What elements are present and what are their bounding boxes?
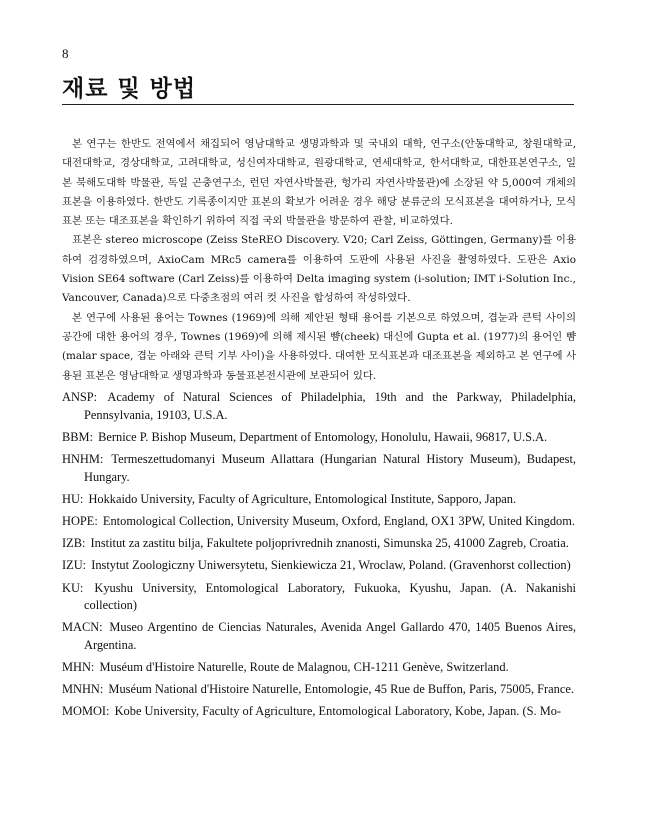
abbreviation-text: Bernice P. Bishop Museum, Department of Entomology, Honolulu, Hawaii, 96817, U.S.A. [98,429,548,444]
abbreviation-code: IZB: [62,536,86,551]
abbreviation-entry-ku [62,580,576,615]
abbreviation-entry-mnhn [62,681,576,699]
abbreviation-entry-izu [62,557,576,575]
abbreviation-list [62,389,576,726]
abbreviation-entry-mhn [62,659,576,677]
abbreviation-code: HU: [62,491,84,506]
abbreviation-code: MHN: [62,660,95,675]
section-title: 재료 및 방법 [62,75,197,102]
abbreviation-entry-hope [62,513,576,531]
abbreviation-text: Instytut Zoologiczny Uniwersytetu, Sienkiewicza 21, Wroclaw, Poland. (Gravenhorst collection) [91,558,571,573]
abbreviation-text: Museo Argentino de Ciencias Naturales, Avenida Angel Gallardo 470, 1405 Buenos Aires, Argentina. [84,620,576,652]
paragraph-imaging: 표본은 stereo microscope (Zeiss SteREO Discovery. V20; Carl Zeiss, Göttingen, Germany)를 이용하여 검경하였으며, AxioCam MRc5 camera를 이용하여 도판에 사용된 사진을 촬영하였다. 도판은 Axio Vision SE64 software (Carl Zeiss)를 이용하여 Delta imaging system (i-solution; IMT i-Solution Inc., Vancouver, Canada)으로 다중초점의 여러 컷 사진을 합성하여 작성하였다. [62,234,576,305]
title-divider [62,104,574,105]
abbreviation-entry-ansp [62,389,576,424]
abbreviation-text: Academy of Natural Sciences of Philadelphia, 19th and the Parkway, Philadelphia, Pennsylvania, 19103, U.S.A. [84,390,576,422]
abbreviation-code: BBM: [62,429,93,444]
abbreviation-text: Hokkaido University, Faculty of Agriculture, Entomological Institute, Sapporo, Japan. [88,491,517,506]
abbreviation-code: KU: [62,580,84,595]
methods-body [62,135,576,386]
paragraph-specimens: 본 연구는 한반도 전역에서 채집되어 영남대학교 생명과학과 및 국내외 대학, 연구소(안동대학교, 창원대학교, 대전대학교, 경상대학교, 고려대학교, 성신여자대학교, 원광대학교, 연세대학교, 한서대학교, 대한표본연구소, 일본 북해도대학 박물관, 독일 곤충연구소, 런던 자연사박물관, 헝가리 자연사박물관)에 소장된 약 5,000여 개체의 표본을 이용하였다. 한반도 기록종이지만 표본의 확보가 어려운 경우 해당 분류군의 모식표본을 대여하거나, 모식표본 또는 대조표본을 확인하기 위하여 직접 국외 박물관을 방문하여 관찰, 비교하였다. [62,138,576,228]
abbreviation-code: ANSP: [62,390,98,404]
abbreviation-code: HOPE: [62,513,98,528]
abbreviation-text: Kyushu University, Entomological Laboratory, Fukuoka, Kyushu, Japan. (A. Nakanishi collection) [84,580,576,613]
abbreviation-code: HNHM: [62,451,104,466]
abbreviation-text: Institut za zastitu bilja, Fakultete poljoprivrednih znanosti, Simunska 25, 41000 Zagreb, Croatia. [90,536,569,551]
abbreviation-code: MNHN: [62,682,104,697]
abbreviation-text: Termeszettudomanyi Museum Allattara (Hungarian Natural History Museum), Budapest, Hungary. [84,451,576,484]
abbreviation-entry-bbm [62,429,576,447]
page-number: 8 [62,46,69,61]
abbreviation-text: Muséum National d'Histoire Naturelle, Entomologie, 45 Rue de Buffon, Paris, 75005, France. [108,682,574,697]
abbreviation-entry-izb [62,535,576,553]
abbreviation-text: Kobe University, Faculty of Agriculture, Entomological Laboratory, Kobe, Japan. (S. Mo- [114,704,562,719]
abbreviation-entry-momoi [62,703,576,721]
abbreviation-entry-macn [62,619,576,654]
abbreviation-code: MACN: [62,620,103,635]
paragraph-terminology: 본 연구에 사용된 용어는 Townes (1969)에 의해 제안된 형태 용어를 기본으로 하였으며, 겹눈과 큰턱 사이의 공간에 대한 용어의 경우, Townes (1969)에 의해 제시된 뺨(cheek) 대신에 Gupta et al. (1977)의 용어인 뺨(malar space, 겹눈 아래와 큰턱 기부 사이)을 사용하였다. 대여한 모식표본과 대조표본을 제외하고 본 연구에 사용된 표본은 영남대학교 생명과학과 동물표본전시관에 보관되어 있다. [62,311,576,382]
abbreviation-entry-hu [62,491,576,509]
abbreviation-text: Entomological Collection, University Museum, Oxford, England, OX1 3PW, United Kingdom. [102,513,575,528]
abbreviation-code: MOMOI: [62,704,110,719]
abbreviation-entry-hnhm [62,451,576,486]
abbreviation-text: Muséum d'Histoire Naturelle, Route de Malagnou, CH-1211 Genève, Switzerland. [99,660,509,675]
abbreviation-code: IZU: [62,558,87,573]
